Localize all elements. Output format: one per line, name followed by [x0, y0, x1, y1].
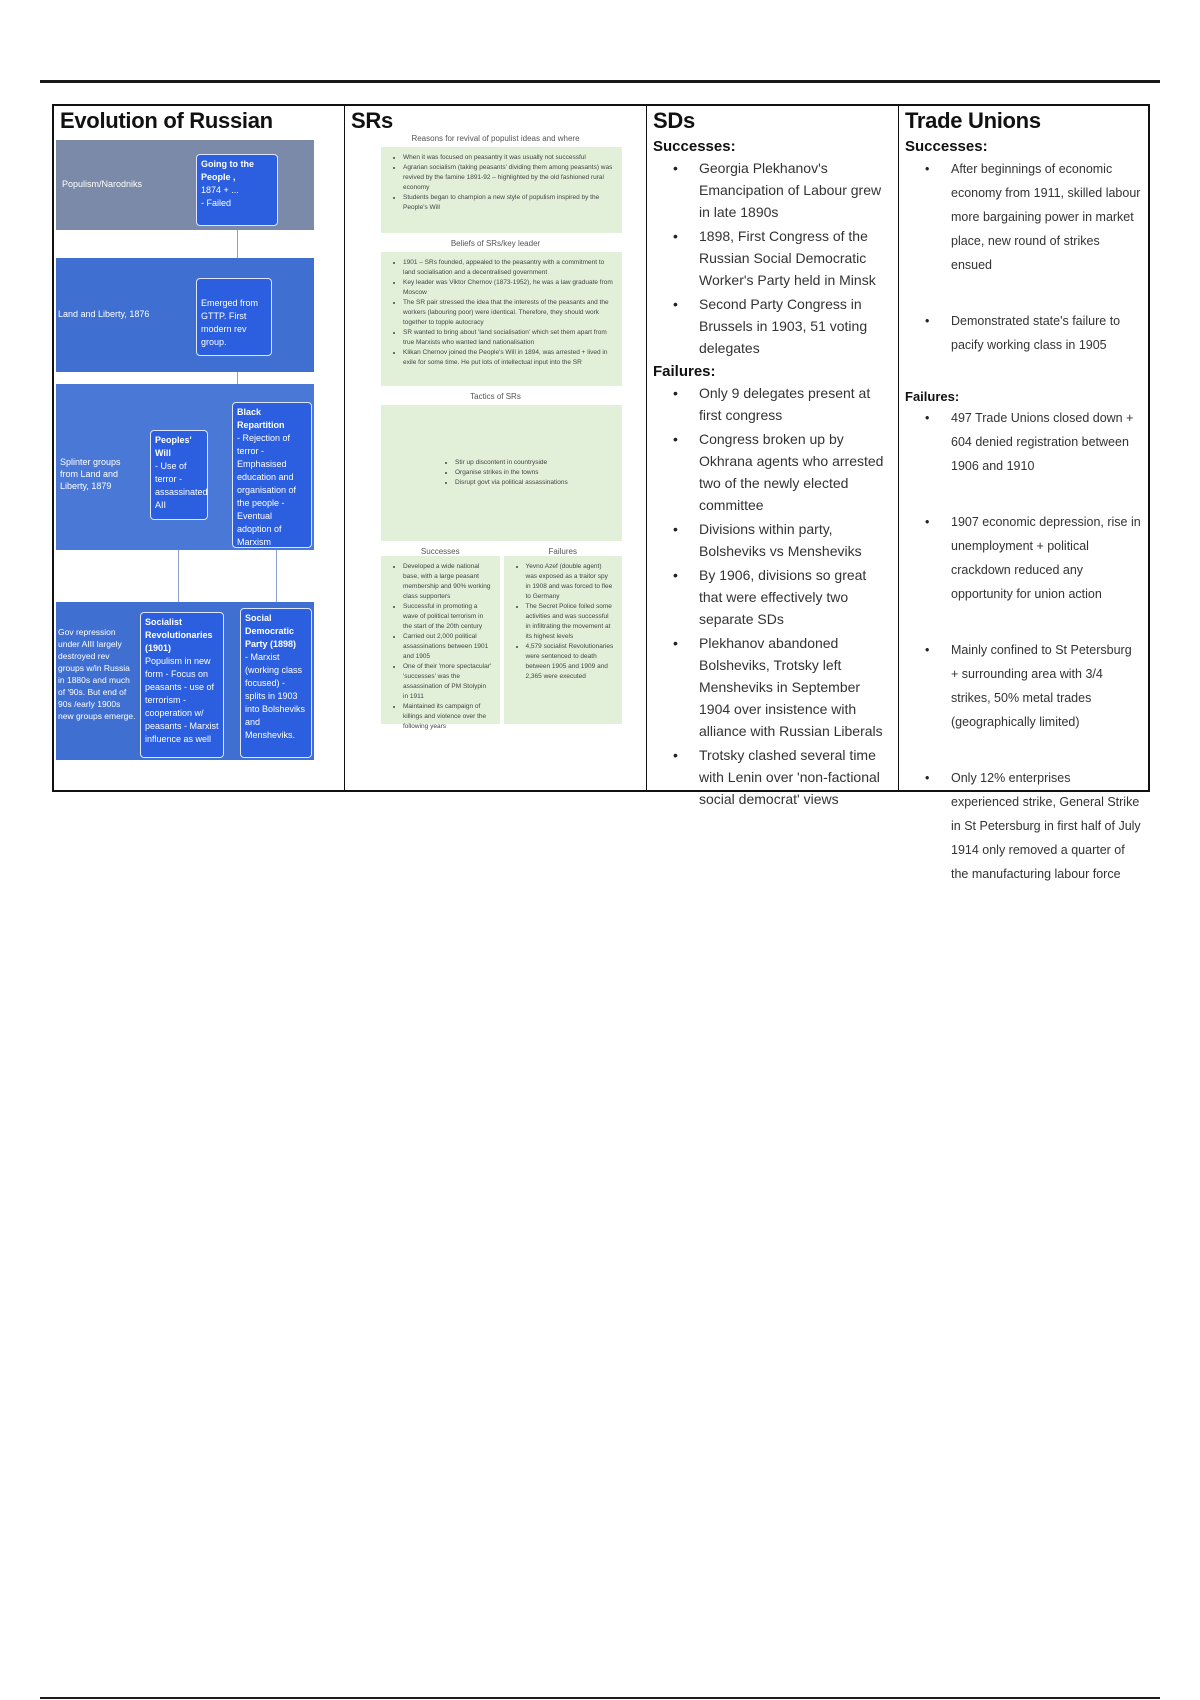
srs-outcomes — [381, 547, 622, 730]
srs-failures-heading: Failures — [548, 547, 577, 556]
bottom-rule — [40, 1697, 1160, 1699]
list-item: • Divisions within party, Bolsheviks vs Mensheviks — [699, 518, 892, 562]
list-item: • By 1906, divisions so great that were effectively two separate SDs — [699, 564, 892, 630]
list-item: • Only 12% enterprises experienced strike, General Strike in St Petersburg in first half of July 1914 only removed a quarter of the manufacturing labour force — [951, 766, 1142, 886]
list-item: • Klikan Chernov joined the People's Will in 1894, was arrested + lived in exile for some time. He put lots of intellectual input into the SR — [403, 348, 614, 368]
emerged-box: Emerged from GTTP. First modern rev group. — [196, 278, 272, 356]
list-item: • Congress broken up by Okhrana agents who arrested two of the newly elected committee — [699, 428, 892, 516]
unions-successes-list — [899, 157, 1148, 357]
list-item: • The SR pair stressed the idea that the interests of the peasants and the workers (labouring poor) were identical. Therefore, they should work together to topple autocracy — [403, 298, 614, 328]
revision-table — [52, 104, 1150, 881]
list-item: • 497 Trade Unions closed down + 604 denied registration between 1906 and 1910 — [951, 406, 1142, 478]
peoples-will-box: Peoples' Will - Use of terror - assassinated AII — [150, 430, 208, 520]
srs-title: SRs — [351, 108, 393, 133]
list-item: • Students began to champion a new style of populism inspired by the People's Will — [403, 193, 614, 213]
connector — [237, 372, 238, 384]
list-item: • Georgia Plekhanov's Emancipation of Labour grew in late 1890s — [699, 157, 892, 223]
list-item: • When it was focused on peasantry it was usually not successful — [403, 153, 614, 163]
list-item: • 1901 – SRs founded, appealed to the peasantry with a commitment to land socialisation and a decentralised government — [403, 258, 614, 278]
list-item: • Maintained its campaign of killings and violence over the following years — [403, 702, 492, 732]
unions-failures-list — [899, 406, 1148, 886]
populism-label: Populism/Narodniks — [62, 179, 143, 189]
list-item: • Key leader was Viktor Chernov (1873-1952), he was a law graduate from Moscow — [403, 278, 614, 298]
going-to-people-box: Going to the People , 1874 + ... - Failed — [196, 154, 278, 226]
list-item: • SR wanted to bring about 'land socialisation' which set them apart from true Marxists who wanted land nationalisation — [403, 328, 614, 348]
sds-failures-list — [647, 382, 898, 810]
list-item: • Organise strikes in the towns — [455, 468, 568, 478]
sds-successes-list — [647, 157, 898, 359]
sdp-origin-box: Social Democratic Party (1898) - Marxist (working class focused) - splits in 1903 into Bolsheviks and Mensheviks. — [240, 608, 312, 758]
list-item: • Demonstrated state's failure to pacify working class in 1905 — [951, 309, 1142, 357]
list-item: • 1898, First Congress of the Russian Social Democratic Worker's Party held in Minsk — [699, 225, 892, 291]
list-item: • Second Party Congress in Brussels in 1903, 51 voting delegates — [699, 293, 892, 359]
list-item: • Only 9 delegates present at first congress — [699, 382, 892, 426]
list-item: • Agrarian socialism (taking peasants' dividing them among peasants) was revived by the famine 1891-92 – highlighted by the old fashioned rural economy — [403, 163, 614, 193]
unions-failures-heading: Failures: — [905, 389, 960, 404]
evolution-column — [54, 106, 345, 790]
list-item: • 4,579 socialist Revolutionaries were sentenced to death between 1905 and 1909 and 2,365 were executed — [526, 642, 615, 682]
srs-successes-box — [381, 556, 500, 730]
list-item: • Plekhanov abandoned Bolsheviks, Trotsky left Mensheviks in September 1904 over insistence with alliance with Russian Liberals — [699, 632, 892, 742]
list-item: • Carried out 2,000 political assassinations between 1901 and 1905 — [403, 632, 492, 662]
srs-origin-box: Socialist Revolutionaries (1901) Populism in new form - Focus on peasants - use of terrorism - cooperation w/ peasants - Marxist influence as well — [140, 612, 224, 758]
list-item: • Mainly confined to St Petersburg + surrounding area with 3/4 strikes, 50% metal trades (geographically limited) — [951, 638, 1142, 734]
connector — [237, 230, 238, 258]
unions-column — [899, 106, 1148, 881]
srs-section-box — [381, 147, 622, 233]
unions-successes-heading: Successes: — [905, 138, 988, 155]
list-item: • 1907 economic depression, rise in unemployment + political crackdown reduced any opportunity for union action — [951, 510, 1142, 606]
evolution-title: Evolution of Russian — [60, 108, 273, 133]
srs-section-heading: Tactics of SRs — [470, 392, 521, 401]
list-item: • Successful in promoting a wave of political terrorism in the start of the 20th century — [403, 602, 492, 632]
srs-successes-heading: Successes — [420, 547, 460, 556]
list-item: • Disrupt govt via political assassinations — [455, 478, 568, 488]
sds-title: SDs — [653, 108, 695, 133]
evolution-diagram — [54, 140, 345, 790]
sds-failures-heading: Failures: — [653, 363, 716, 380]
black-repartition-box: Black Repartition - Rejection of terror - Emphasised education and organisation of the people - Eventual adoption of Marxism — [232, 402, 312, 548]
list-item: • One of their 'more spectacular' 'successes' was the assassination of PM Stolypin in 1911 — [403, 662, 492, 702]
sds-successes-heading: Successes: — [653, 138, 736, 155]
srs-column — [345, 106, 647, 790]
srs-failures-box — [504, 556, 623, 724]
srs-sections — [345, 134, 646, 541]
land-liberty-label: Land and Liberty, 1876 — [58, 309, 150, 319]
splinter-label: Splinter groups from Land and Liberty, 1879 — [60, 457, 121, 491]
list-item: • The Secret Police foiled some activities and was successful in infiltrating the movement at its highest levels — [526, 602, 615, 642]
list-item: • Trotsky clashed several time with Lenin over 'non-factional social democrat' views — [699, 744, 892, 810]
srs-section-heading: Reasons for revival of populist ideas and where — [411, 134, 580, 143]
list-item: • Stir up discontent in countryside — [455, 458, 568, 468]
unions-title: Trade Unions — [905, 108, 1041, 133]
list-item: • Developed a wide national base, with a large peasant membership and 90% working class supporters — [403, 562, 492, 602]
list-item: • Yevno Azef (double agent) was exposed as a traitor spy in 1908 and was forced to flee to Germany — [526, 562, 615, 602]
repression-label: Gov repression under AIII largely destroyed rev groups w/in Russia in 1880s and much of '90s. But end of 90s /early 1900s new groups emerge. — [58, 627, 136, 721]
srs-section-heading: Beliefs of SRs/key leader — [450, 239, 541, 248]
top-rule — [40, 80, 1160, 83]
connector — [178, 550, 179, 602]
sds-column — [647, 106, 899, 807]
connector — [276, 550, 277, 602]
srs-section-box — [381, 405, 622, 541]
list-item: • After beginnings of economic economy from 1911, skilled labour more bargaining power in market place, new round of strikes ensued — [951, 157, 1142, 277]
srs-section-box — [381, 252, 622, 386]
